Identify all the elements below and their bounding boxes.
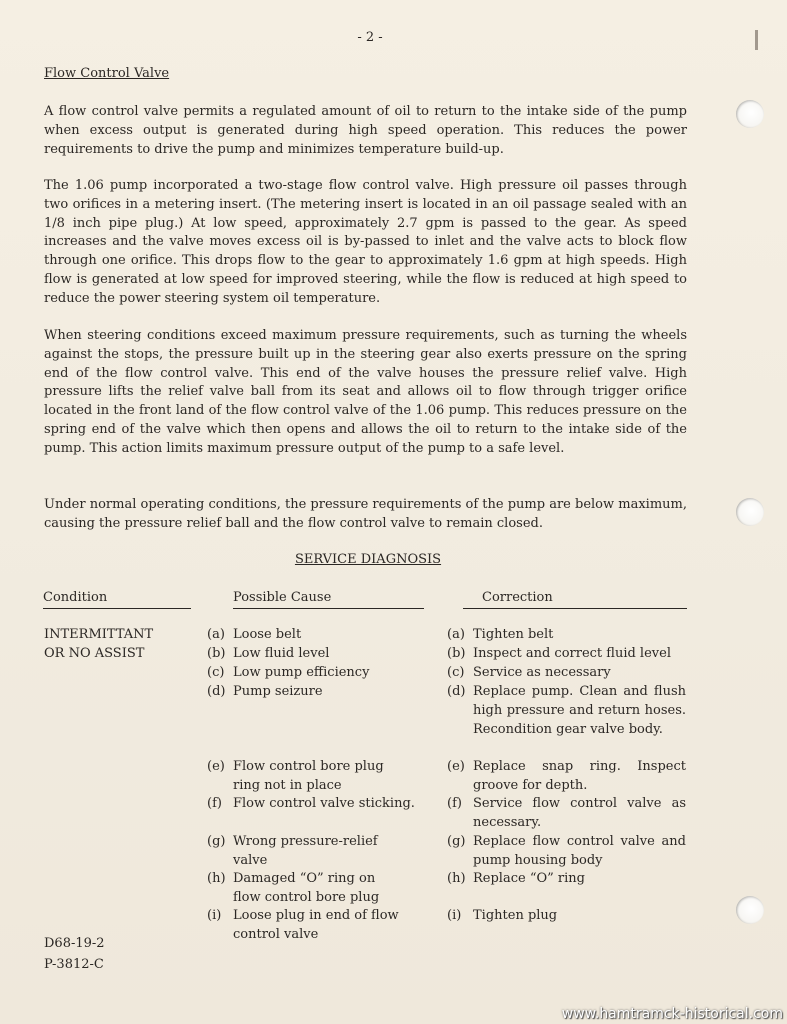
correction-text: Inspect and correct fluid level <box>473 646 671 661</box>
cause-text: Pump seizure <box>233 684 323 699</box>
watermark: www.hamtramck-historical.com <box>561 1006 783 1022</box>
service-diagnosis-title: SERVICE DIAGNOSIS <box>294 552 442 567</box>
correction-label: (b) <box>447 646 466 661</box>
correction-label: (h) <box>447 871 466 886</box>
punch-hole <box>736 498 764 526</box>
column-header-condition: Condition <box>43 590 191 609</box>
paragraph-two-stage: The 1.06 pump incorporated a two-stage flow control valve. High pressure oil passes through two orifices in a metering insert. (The metering insert is located in an oil passage sealed with an 1/8 inch pipe plug.) At low speed, approximately 2.7 gpm is passed to the gear. As speed increases and the valve moves excess oil is by-passed to inlet and the valve acts to block flow through one orifice. This drops flow to the gear to approximately 1.6 gpm at high speeds. High flow is generated at low speed for improved steering, while the flow is reduced at high speed to reduce the power steering system oil temperature. <box>44 178 687 306</box>
correction-text: Service as necessary <box>473 665 611 680</box>
condition-line: OR NO ASSIST <box>44 645 145 661</box>
cause-text: Loose belt <box>233 627 302 642</box>
cause-label: (e) <box>207 759 225 774</box>
correction-label: (i) <box>447 908 462 923</box>
correction-label: (c) <box>447 665 465 680</box>
page-number: - 2 - <box>357 30 383 45</box>
cause-label: (i) <box>207 908 222 923</box>
cause-text: Wrong pressure-relief valve <box>233 834 378 868</box>
cause-label: (g) <box>207 834 226 849</box>
correction-label: (e) <box>447 759 465 774</box>
paragraph-intro: A flow control valve permits a regulated amount of oil to return to the intake side of the pump when excess output is generated during high speed operation. This reduces the power requirements to drive the pump and minimizes temperature build-up. <box>44 104 687 157</box>
correction-text: Replace pump. Clean and flush high pressure and return hoses. Recondition gear valve body. <box>473 684 686 737</box>
correction-label: (f) <box>447 796 462 811</box>
cause-text: Low pump efficiency <box>233 665 370 680</box>
cause-label: (f) <box>207 796 222 811</box>
document-code: D68-19-2 <box>44 936 105 951</box>
correction-text: Replace flow control valve and pump housing body <box>473 834 686 868</box>
paragraph-normal-operation: Under normal operating conditions, the pressure requirements of the pump are below maximum, causing the pressure relief ball and the flow control valve to remain closed. <box>44 497 687 531</box>
correction-text: Replace “O” ring <box>473 871 585 886</box>
cause-text: Flow control valve sticking. <box>233 796 415 811</box>
correction-text: Tighten plug <box>473 908 558 923</box>
correction-label: (d) <box>447 684 466 699</box>
cause-text: Loose plug in end of flow control valve <box>233 908 399 942</box>
paragraph-pressure-relief: When steering conditions exceed maximum pressure requirements, such as turning the wheels against the stops, the pressure built up in the steering gear also exerts pressure on the spring end of the flow control valve. This end of the valve houses the pressure relief valve. High pressure lifts the relief valve ball from its seat and allows oil to flow through trigger orifice located in the front land of the flow control valve of the 1.06 pump. This reduces pressure on the spring end of the valve which then opens and allows the oil to return to the intake side of the pump. This action limits maximum pressure output of the pump to a safe level. <box>44 328 687 456</box>
punch-hole <box>736 100 764 128</box>
correction-label: (a) <box>447 627 465 642</box>
margin-mark <box>755 30 758 50</box>
column-header-cause: Possible Cause <box>233 590 424 609</box>
cause-label: (h) <box>207 871 226 886</box>
condition-cell <box>44 626 153 664</box>
cause-text: Low fluid level <box>233 646 330 661</box>
cause-label: (b) <box>207 646 226 661</box>
correction-label: (g) <box>447 834 466 849</box>
part-number: P-3812-C <box>44 957 104 972</box>
condition-line: INTERMITTANT <box>44 627 154 642</box>
correction-text: Replace snap ring. Inspect groove for depth. <box>473 759 686 793</box>
cause-label: (a) <box>207 627 225 642</box>
column-header-correction: Correction <box>463 590 687 609</box>
section-title: Flow Control Valve <box>44 66 170 81</box>
correction-text: Service flow control valve as necessary. <box>473 796 686 830</box>
correction-text: Tighten belt <box>473 627 554 642</box>
cause-label: (d) <box>207 684 226 699</box>
cause-text: Flow control bore plug ring not in place <box>233 759 384 793</box>
cause-label: (c) <box>207 665 225 680</box>
punch-hole <box>736 896 764 924</box>
cause-text: Damaged “O” ring on flow control bore plug <box>233 871 380 905</box>
